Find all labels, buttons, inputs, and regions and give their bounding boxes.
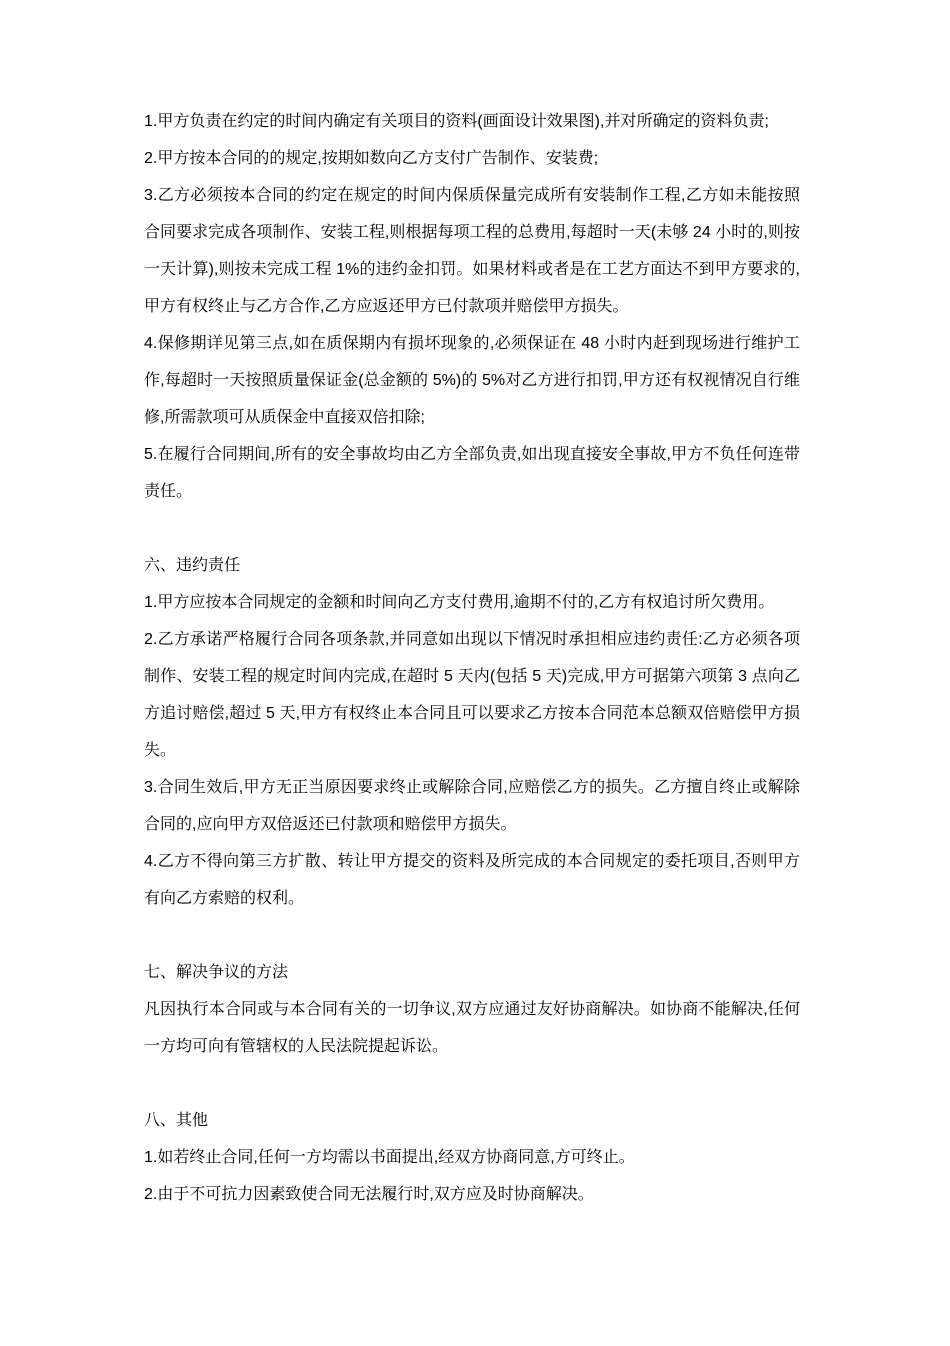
paragraph: 4.乙方不得向第三方扩散、转让甲方提交的资料及所完成的本合同规定的委托项目,否则甲方有向乙方索赔的权利。 — [144, 853, 800, 907]
contract-section — [144, 547, 800, 917]
paragraph: 1.甲方负责在约定的时间内确定有关项目的资料(画面设计效果图),并对所确定的资料负责; — [144, 113, 769, 130]
paragraph: 3.乙方必须按本合同的约定在规定的时间内保质保量完成所有安装制作工程,乙方如未能按照合同要求完成各项制作、安装工程,则根据每项工程的总费用,每超时一天(未够 24 小时的,则按一天计算),则按未完成工程 1%的违约金扣罚。如果材料或者是在工艺方面达不到甲方要求的,甲方有权终止与乙方合作,乙方应返还甲方已付款项并赔偿甲方损失。 — [144, 187, 800, 315]
paragraph: 1.甲方应按本合同规定的金额和时间向乙方支付费用,逾期不付的,乙方有权追讨所欠费用。 — [144, 594, 775, 611]
paragraph: 1.如若终止合同,任何一方均需以书面提出,经双方协商同意,方可终止。 — [144, 1149, 635, 1166]
section-heading: 八、其他 — [144, 1112, 209, 1129]
paragraph: 4.保修期详见第三点,如在质保期内有损坏现象的,必须保证在 48 小时内赶到现场进行维护工作,每超时一天按照质量保证金(总金额的 5%)的 5%对乙方进行扣罚,甲方还有权视情况自行维修,所需款项可从质保金中直接双倍扣除; — [144, 335, 800, 426]
contract-section — [144, 954, 800, 1065]
contract-section — [144, 1102, 800, 1213]
paragraph: 3.合同生效后,甲方无正当原因要求终止或解除合同,应赔偿乙方的损失。乙方擅自终止或解除合同的,应向甲方双倍返还已付款项和赔偿甲方损失。 — [144, 779, 800, 833]
paragraph: 2.由于不可抗力因素致使合同无法履行时,双方应及时协商解决。 — [144, 1186, 594, 1203]
contract-section — [144, 103, 800, 510]
paragraph: 2.乙方承诺严格履行合同各项条款,并同意如出现以下情况时承担相应违约责任:乙方必须各项制作、安装工程的规定时间内完成,在超时 5 天内(包括 5 天)完成,甲方可据第六项第 3 点向乙方追讨赔偿,超过 5 天,甲方有权终止本合同且可以要求乙方按本合同范本总额双倍赔偿甲方损失。 — [144, 631, 800, 759]
paragraph: 凡因执行本合同或与本合同有关的一切争议,双方应通过友好协商解决。如协商不能解决,任何一方均可向有管辖权的人民法院提起诉讼。 — [144, 1001, 800, 1055]
paragraph: 5.在履行合同期间,所有的安全事故均由乙方全部负责,如出现直接安全事故,甲方不负任何连带责任。 — [144, 446, 800, 500]
paragraph: 2.甲方按本合同的的规定,按期如数向乙方支付广告制作、安装费; — [144, 150, 599, 167]
section-heading: 七、解决争议的方法 — [144, 964, 289, 981]
section-heading: 六、违约责任 — [144, 557, 241, 574]
document-body — [144, 103, 800, 1213]
